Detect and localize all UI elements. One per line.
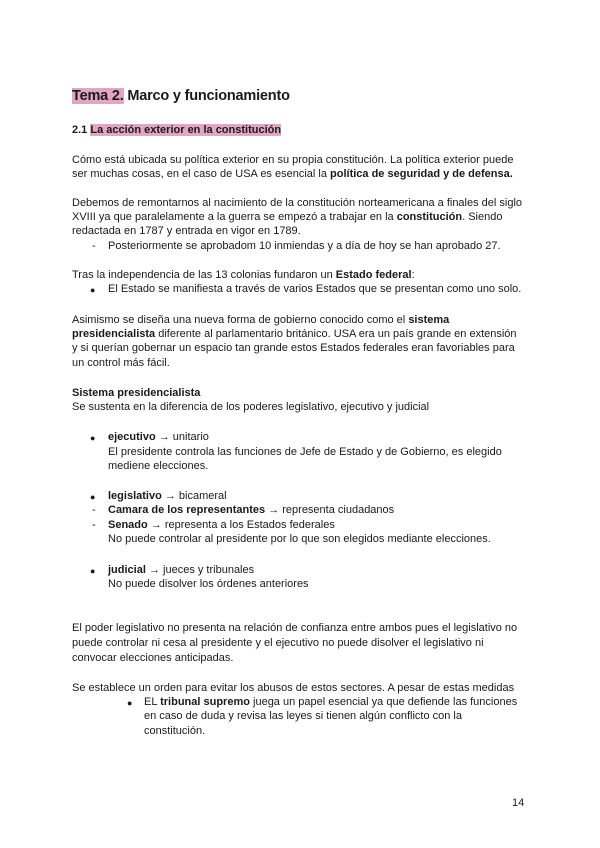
list-item: Posteriormente se aprobadom 10 inmiendas y a día de hoy se han aprobado 27. bbox=[108, 240, 501, 252]
title-number: Tema 2. bbox=[72, 88, 124, 104]
section-heading bbox=[72, 124, 281, 136]
paragraph-2-line-3: redactada en 1787 y entrada en vigor en 1789. bbox=[72, 225, 301, 237]
paragraph-5-line-1: El poder legislativo no presenta na relación de confianza entre ambos pues el legislativo no bbox=[72, 622, 518, 634]
camara-item bbox=[108, 503, 394, 517]
bold-span: judicial bbox=[108, 564, 146, 576]
bold-span: tribunal supremo bbox=[160, 696, 250, 708]
section-description: Se sustenta en la diferencia de los poderes legislativo, ejecutivo y judicial bbox=[72, 401, 430, 413]
legislativo-desc: No puede controlar al presidente por lo que son elegidos mediante elecciones. bbox=[108, 533, 491, 545]
tribunal-item bbox=[144, 695, 517, 709]
text-span: Asimismo se diseña una nueva forma de gobierno conocido como el bbox=[72, 314, 409, 326]
tribunal-desc-1: en caso de duda y revisa las leyes si tienen algún conflicto con la bbox=[144, 710, 462, 722]
paragraph-2-line-1: Debemos de remontarnos al nacimiento de la constitución norteamericana a finales del siglo bbox=[72, 197, 523, 209]
ejecutivo-desc-1: El presidente controla las funciones de Jefe de Estado y de Gobierno, es elegido bbox=[108, 446, 502, 458]
text-span: juega un papel esencial ya que defiende las funciones bbox=[249, 696, 518, 708]
paragraph-1-line-1: Cómo está ubicada su política exterior en su propia constitución. La política exterior puede bbox=[72, 154, 514, 166]
bullet-icon: ● bbox=[90, 566, 96, 576]
paragraph-4-line-2 bbox=[72, 327, 517, 341]
paragraph-2-line-2 bbox=[72, 210, 502, 224]
text-span: → unitario bbox=[155, 431, 209, 443]
bold-span: sistema bbox=[408, 314, 450, 326]
text-span: XVIII ya que paralelamente a la guerra se empezó a trabajar en la bbox=[72, 211, 397, 223]
text-span: → bicameral bbox=[161, 490, 227, 502]
bold-span: política de seguridad y de defensa. bbox=[330, 168, 513, 180]
bold-span: Estado federal bbox=[335, 269, 412, 281]
bold-span: Senado bbox=[108, 519, 148, 531]
legislativo-item bbox=[108, 489, 227, 503]
text-span: → representa ciudadanos bbox=[265, 504, 395, 516]
section-title: La acción exterior en la constitución bbox=[90, 124, 282, 136]
dash-marker: - bbox=[92, 519, 96, 531]
paragraph-5-line-3: convocar elecciones anticipadas. bbox=[72, 652, 234, 664]
page-title bbox=[72, 88, 290, 104]
bullet-icon: ● bbox=[90, 285, 96, 295]
bold-span: constitución bbox=[396, 211, 463, 223]
text-span: Tras la independencia de las 13 colonias fundaron un bbox=[72, 269, 336, 281]
bullet-icon: ● bbox=[90, 492, 96, 502]
text-span: → jueces y tribunales bbox=[145, 564, 255, 576]
text-span: . Siendo bbox=[462, 211, 503, 223]
ejecutivo-item bbox=[108, 430, 209, 444]
dash-marker: - bbox=[92, 504, 96, 516]
bold-span: Camara de los representantes bbox=[108, 504, 266, 516]
senado-item bbox=[108, 518, 335, 532]
bullet-icon: ● bbox=[90, 433, 96, 443]
bold-span: ejecutivo bbox=[108, 431, 156, 443]
section-subtitle: Sistema presidencialista bbox=[72, 387, 201, 399]
section-number: 2.1 bbox=[72, 124, 91, 136]
paragraph-4-line-1 bbox=[72, 313, 449, 327]
text-span: → representa a los Estados federales bbox=[147, 519, 335, 531]
paragraph-6-line-1: Se establece un orden para evitar los abusos de estos sectores. A pesar de estas medidas bbox=[72, 682, 515, 694]
paragraph-4-line-4: un control más fácil. bbox=[72, 357, 170, 369]
paragraph-5-line-2: puede controlar ni cesa al presidente y el ejecutivo no puede disolver el legislativo ni bbox=[72, 637, 484, 649]
text-span: diferente al parlamentario británico. USA era un país grande en extensión bbox=[155, 328, 517, 340]
paragraph-3-line-1 bbox=[72, 268, 415, 282]
list-item: El Estado se manifiesta a través de varios Estados que se presentan como uno solo. bbox=[108, 283, 522, 295]
dash-marker: - bbox=[92, 240, 96, 252]
judicial-item bbox=[108, 563, 254, 577]
title-text: Marco y funcionamiento bbox=[123, 88, 290, 104]
page-number: 14 bbox=[512, 797, 525, 809]
ejecutivo-desc-2: mediene elecciones. bbox=[108, 460, 209, 472]
bullet-icon: ● bbox=[127, 698, 133, 708]
paragraph-4-line-3: y si querían gobernar un espacio tan grande estos Estados federales eran favoriables para bbox=[72, 342, 515, 354]
text-span: ser muchas cosas, en el caso de USA es esencial la bbox=[72, 168, 331, 180]
text-span: EL bbox=[144, 696, 161, 708]
text-span: : bbox=[411, 269, 415, 281]
paragraph-1-line-2 bbox=[72, 167, 513, 181]
bold-span: presidencialista bbox=[72, 328, 156, 340]
tribunal-desc-2: constitución. bbox=[144, 725, 206, 737]
bold-span: legislativo bbox=[108, 490, 162, 502]
judicial-desc: No puede disolver los órdenes anteriores bbox=[108, 578, 309, 590]
